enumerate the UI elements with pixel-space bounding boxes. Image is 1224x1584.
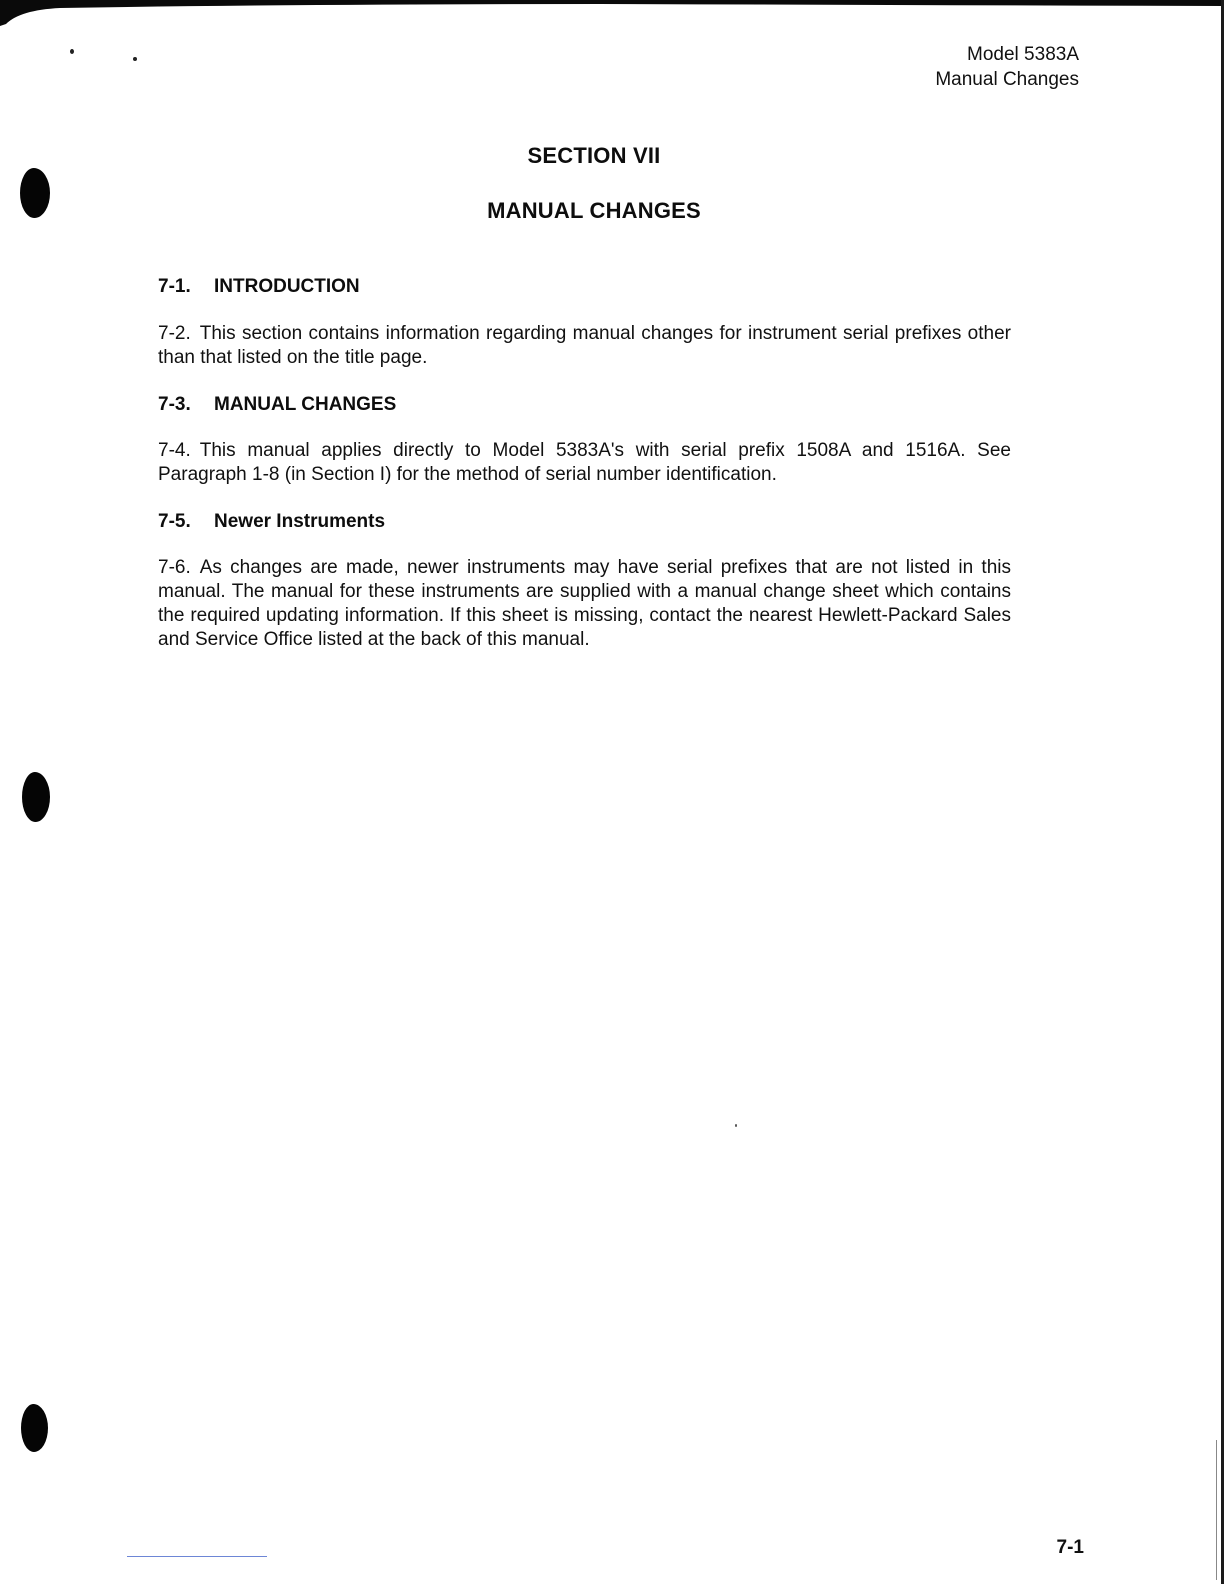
binder-hole-bottom xyxy=(21,1404,48,1452)
paragraph-number: 7-6. xyxy=(158,557,191,578)
footer-rule xyxy=(127,1556,267,1557)
binder-hole-middle xyxy=(22,772,50,822)
scan-right-edge xyxy=(1214,0,1224,1584)
paragraph-text: This section contains information regarding manual changes for instrument serial prefixes other than that listed on the title page. xyxy=(158,323,1011,368)
scan-speck xyxy=(735,1124,737,1127)
paragraph-body xyxy=(158,556,1011,652)
paragraph-text: As changes are made, newer instruments may have serial prefixes that are not listed in this manual. The manual for these instruments are supplied with a manual change sheet which contains the required updating information. If this sheet is missing, contact the nearest Hewlett-Packard Sales and Service Office listed at the back of this manual. xyxy=(158,557,1011,650)
scan-speck xyxy=(70,49,74,54)
scan-top-edge xyxy=(0,0,1224,26)
paragraph-heading-text: MANUAL CHANGES xyxy=(214,394,397,415)
paragraph-text: This manual applies directly to Model 5383A's with serial prefix 1508A and 1516A. See Paragraph 1-8 (in Section I) for the method of serial number identification. xyxy=(158,440,1011,485)
paragraph-body xyxy=(158,322,1011,370)
paragraph-number: 7-2. xyxy=(158,323,191,344)
paragraph-number: 7-3. xyxy=(158,394,191,415)
header-subtitle: Manual Changes xyxy=(935,69,1079,90)
header-model: Model 5383A xyxy=(967,44,1079,65)
page-number: 7-1 xyxy=(1056,1537,1084,1558)
paragraph-number: 7-4. xyxy=(158,440,191,461)
paragraph-heading xyxy=(158,394,396,416)
scan-speck xyxy=(133,57,137,61)
section-number: SECTION VII xyxy=(527,143,661,168)
paragraph-heading-text: Newer Instruments xyxy=(214,511,386,532)
paragraph-heading xyxy=(158,276,360,298)
paragraph-heading-text: INTRODUCTION xyxy=(214,276,360,297)
paragraph-number: 7-1. xyxy=(158,276,191,297)
running-header xyxy=(935,42,1079,92)
paragraph-body xyxy=(158,439,1011,487)
paragraph-heading xyxy=(158,511,385,533)
paragraph-number: 7-5. xyxy=(158,511,191,532)
section-title: MANUAL CHANGES xyxy=(487,198,701,223)
